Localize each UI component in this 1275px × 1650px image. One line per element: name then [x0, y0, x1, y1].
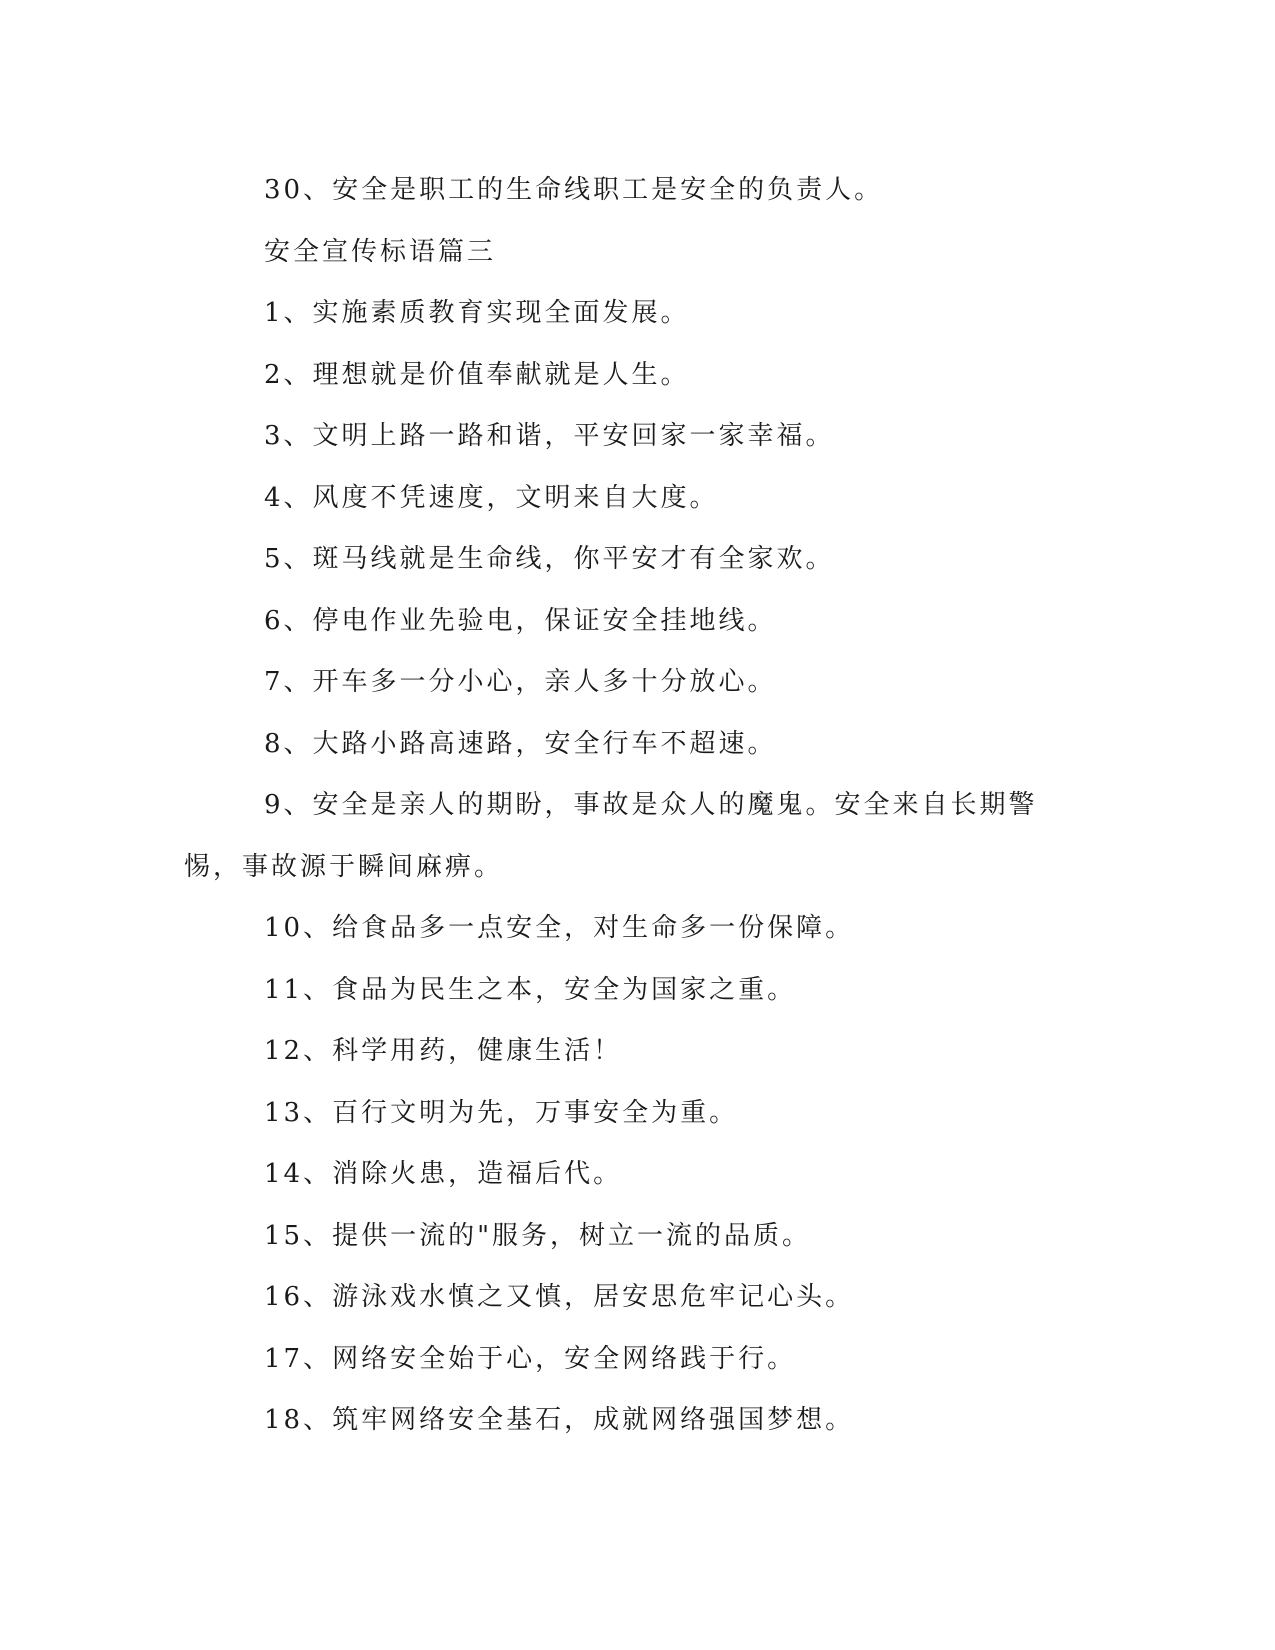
paragraph-slogan-14: 14、消除火患，造福后代。: [264, 1159, 623, 1189]
paragraph-slogan-12: 12、科学用药，健康生活！: [264, 1036, 623, 1066]
paragraph-slogan-5: 5、斑马线就是生命线，你平安才有全家欢。: [264, 544, 835, 574]
paragraph-slogan-13: 13、百行文明为先，万事安全为重。: [264, 1097, 739, 1128]
paragraph-slogan-7: 7、开车多一分小心，亲人多十分放心。: [264, 667, 777, 697]
paragraph-slogan-15: 15、提供一流的"服务，树立一流的品质。: [264, 1220, 812, 1251]
paragraph-slogan-4: 4、风度不凭速度，文明来自大度。: [264, 482, 719, 513]
section-heading: 安全宣传标语篇三: [264, 236, 497, 267]
paragraph-slogan-8: 8、大路小路高速路，安全行车不超速。: [264, 728, 777, 759]
paragraph-slogan-17: 17、网络安全始于心，安全网络践于行。: [264, 1343, 797, 1374]
document-body: [184, 160, 1064, 1452]
paragraph-slogan-1: 1、实施素质教育实现全面发展。: [264, 298, 690, 328]
paragraph-slogan-9: 9、安全是亲人的期盼，事故是众人的魔鬼。安全来自长期警惕，事故源于瞬间麻痹。: [184, 790, 1038, 882]
paragraph-slogan-30: 30、安全是职工的生命线职工是安全的负责人。: [264, 175, 884, 205]
paragraph-slogan-2: 2、理想就是价值奉献就是人生。: [264, 359, 690, 390]
paragraph-slogan-3: 3、文明上路一路和谐，平安回家一家幸福。: [264, 421, 835, 451]
paragraph-slogan-18: 18、筑牢网络安全基石，成就网络强国梦想。: [264, 1405, 855, 1435]
paragraph-slogan-11: 11、食品为民生之本，安全为国家之重。: [264, 974, 797, 1005]
paragraph-slogan-6: 6、停电作业先验电，保证安全挂地线。: [264, 605, 777, 636]
paragraph-slogan-16: 16、游泳戏水慎之又慎，居安思危牢记心头。: [264, 1282, 855, 1312]
paragraph-slogan-10: 10、给食品多一点安全，对生命多一份保障。: [264, 913, 855, 943]
